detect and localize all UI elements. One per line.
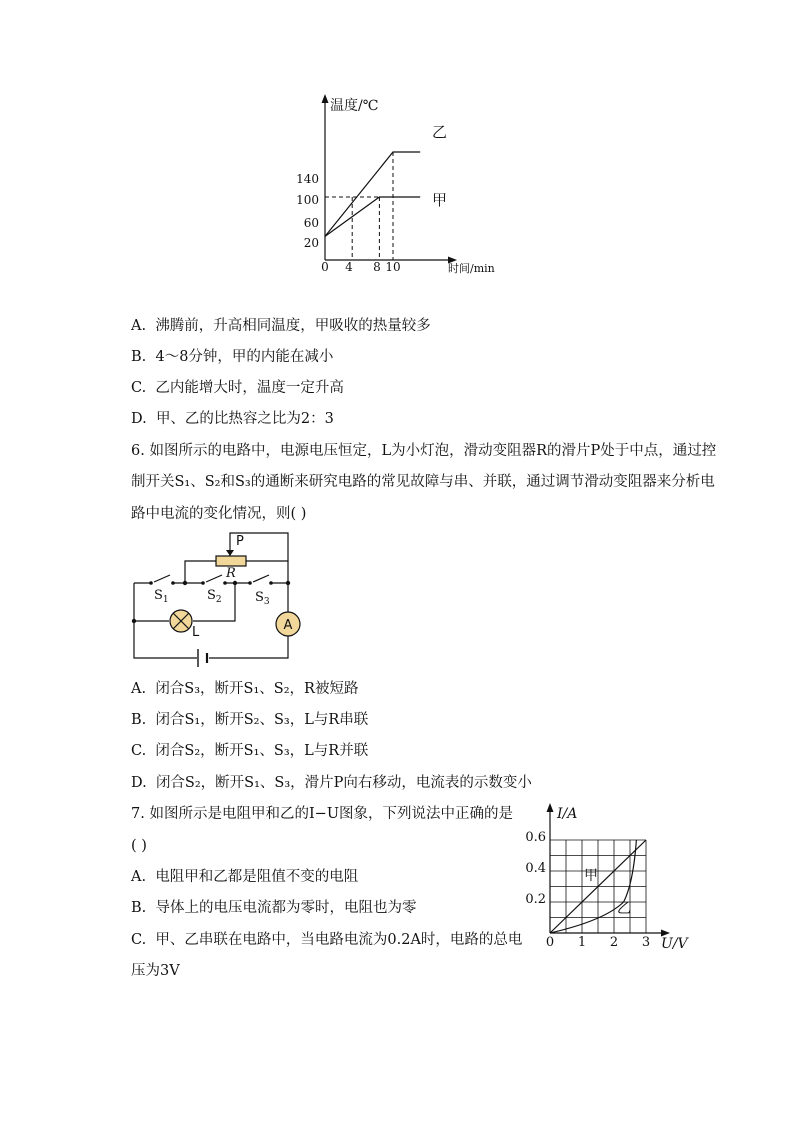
temp-x-axis-label: 时间/min <box>448 262 495 275</box>
temp-y-axis-label: 温度/℃ <box>330 98 379 114</box>
iu-series-label-yi: 乙 <box>617 901 631 917</box>
temp-series-jia <box>325 197 420 236</box>
label-s1: $S_1$ <box>154 588 169 605</box>
q6-stem-line2: 制开关S₁、S₂和S₃的通断来研究电路的常见故障与串、并联，通过调节滑动变阻器来分析电 <box>131 474 715 490</box>
iu-y-tick: 0.6 <box>525 830 546 845</box>
q7-stem-line1: 7. 如图所示是电阻甲和乙的I−U图象，下列说法中正确的是 <box>131 806 514 822</box>
temp-x-tick: 10 <box>385 260 401 274</box>
iu-y-tick: 0.4 <box>525 861 546 876</box>
switch-s2-contact <box>223 581 227 585</box>
temp-x-tick: 0 <box>321 260 329 274</box>
q7-option-c: C. 甲、乙串联在电路中，当电路电流为0.2A时，电路的总电 <box>131 932 523 948</box>
iu-x-tick: 3 <box>641 935 651 950</box>
q6-option-d: D. 闭合S₂，断开S₁、S₃，滑片P向右移动，电流表的示数变小 <box>131 775 532 791</box>
wire-bottom-right <box>209 636 288 658</box>
rheostat-resistor <box>216 556 246 566</box>
switch-s1-contact <box>149 581 153 585</box>
q6-stem-line1: 6. 如图所示的电路中，电源电压恒定，L为小灯泡，滑动变阻器R的滑片P处于中点，通过控 <box>131 443 717 459</box>
iu-x-tick: 1 <box>577 935 587 950</box>
wire-s3-right <box>271 583 288 612</box>
q7-option-b: B. 导体上的电压电流都为零时，电阻也为零 <box>131 900 417 916</box>
iu-x-axis-label: U/V <box>661 936 688 952</box>
junction-dot <box>183 581 187 585</box>
iu-y-tick: 0.2 <box>525 892 546 907</box>
switch-s3-contact <box>248 581 252 585</box>
temp-chart-marks <box>325 152 420 260</box>
junction-dot <box>286 581 290 585</box>
temp-y-tick: 140 <box>296 172 319 186</box>
ammeter-label: A <box>283 618 293 633</box>
q5-option-a: A. 沸腾前，升高相同温度，甲吸收的热量较多 <box>131 318 431 334</box>
iu-x-tick: 0 <box>545 935 555 950</box>
temp-y-tick: 100 <box>296 193 319 207</box>
q7-option-a: A. 电阻甲和乙都是阻值不变的电阻 <box>131 869 359 885</box>
q7-stem-line2: ( ) <box>131 838 147 854</box>
junction-dot <box>132 619 136 623</box>
q6-stem-line3: 路中电流的变化情况，则( ) <box>131 506 307 522</box>
switch-s1-contact <box>171 581 175 585</box>
series-label-yi: 乙 <box>432 123 448 141</box>
label-s3: $S_3$ <box>255 590 270 607</box>
temp-y-arrow <box>322 94 329 103</box>
label-r: R <box>226 566 236 581</box>
iu-y-arrow <box>547 803 554 812</box>
wire-rheostat-right <box>246 561 288 583</box>
switch-s2-contact <box>201 581 205 585</box>
iu-chart <box>515 800 700 960</box>
series-label-jia: 甲 <box>432 191 448 209</box>
q5-option-d: D. 甲、乙的比热容之比为2：3 <box>131 411 334 427</box>
temp-y-tick: 20 <box>303 236 319 250</box>
slider-p-arrow <box>226 550 234 556</box>
q6-option-a: A. 闭合S₃，断开S₁、S₂，R被短路 <box>131 681 359 697</box>
temp-x-tick: 8 <box>373 260 381 274</box>
q5-option-b: B. 4～8分钟，甲的内能在减小 <box>131 349 334 365</box>
iu-series-label-jia: 甲 <box>584 868 598 884</box>
temperature-time-chart <box>280 90 520 290</box>
lamp-icon <box>170 610 192 632</box>
label-lamp: L <box>192 625 200 640</box>
label-s2: $S_2$ <box>207 588 222 605</box>
switch-s3-contact <box>269 581 273 585</box>
switch-s3-blade <box>253 575 269 582</box>
circuit-diagram <box>120 528 320 668</box>
switch-s2-blade <box>206 575 222 582</box>
q6-option-c: C. 闭合S₂，断开S₁、S₃，L与R并联 <box>131 743 369 759</box>
iu-y-axis-label: I/A <box>557 806 578 822</box>
q6-option-b: B. 闭合S₁，断开S₂、S₃，L与R串联 <box>131 712 369 728</box>
temp-y-tick: 60 <box>303 216 319 230</box>
temp-x-tick: 4 <box>345 260 353 274</box>
q7-option-c-continued: 压为3V <box>131 963 180 979</box>
label-p: P <box>236 534 244 549</box>
junction-dot <box>233 581 237 585</box>
switch-s1-blade <box>154 575 170 582</box>
temp-series-yi <box>325 152 420 236</box>
q5-option-c: C. 乙内能增大时，温度一定升高 <box>131 380 344 396</box>
iu-x-tick: 2 <box>609 935 619 950</box>
